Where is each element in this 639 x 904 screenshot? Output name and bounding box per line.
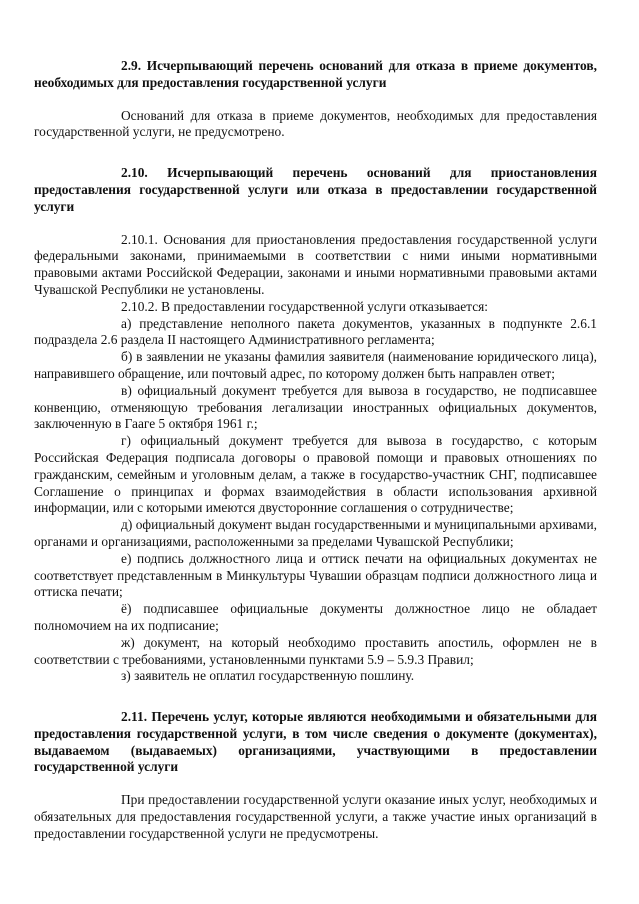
section-heading-2-10: 2.10. Исчерпывающий перечень оснований для приостановления предоставления государственной услуги или отказа в предоставлении государственной услуги bbox=[34, 165, 597, 214]
list-item: з) заявитель не оплатил государственную пошлину. bbox=[121, 668, 415, 684]
paragraph: При предоставлении государственной услуги оказание иных услуг, необходимых и обязательных для предоставления государственной услуги, а также участие иных организаций в предоставлении государственной услуги не предусмотрены. bbox=[34, 792, 597, 841]
paragraph: Оснований для отказа в приеме документов, необходимых для предоставления государственной услуги, не предусмотрено. bbox=[34, 107, 597, 140]
list-item: е) подпись должностного лица и оттиск печати на официальных документах не соответствует представленным в Минкультуры Чувашии образцам подписи должностного лица и оттиска печати; bbox=[34, 550, 597, 600]
list-item: д) официальный документ выдан государственными и муниципальными архивами, органами и организациями, расположенными за пределами Чувашской Республики; bbox=[34, 517, 597, 549]
list-item: ж) документ, на который необходимо проставить апостиль, оформлен не в соответствии с требованиями, установленными пунктами 5.9 – 5.9.3 Правил; bbox=[34, 634, 597, 667]
paragraph: 2.10.2. В предоставлении государственной услуги отказывается: bbox=[121, 298, 489, 314]
list-item: б) в заявлении не указаны фамилия заявителя (наименование юридического лица), направившего обращение, или почтовый адрес, по которому должен быть направлен ответ; bbox=[34, 349, 597, 381]
section-heading-2-9: 2.9. Исчерпывающий перечень оснований для отказа в приеме документов, необходимых для предоставления государственной услуги bbox=[34, 58, 597, 90]
section-heading-2-11: 2.11. Перечень услуг, которые являются необходимыми и обязательными для предоставления государственной услуги, в том числе сведения о документе (документах), выдаваемом (выдаваемых) организациями, участвующими в предоставлении государственной услуги bbox=[34, 709, 597, 775]
list-item: ё) подписавшее официальные документы должностное лицо не обладает полномочием на их подписание; bbox=[34, 601, 597, 633]
list-item: в) официальный документ требуется для вывоза в государство, не подписавшее конвенцию, отменяющую требования легализации иностранных официальных документов, заключенную в Гааге 5 октября 1961 г.; bbox=[34, 382, 597, 432]
list-item: г) официальный документ требуется для вывоза в государство, с которым Российская Федерация подписала договоры о правовой помощи и правовых отношениях по гражданским, семейным и уголовным делам, а также в государство-участник СНГ, подписавшее Соглашение о принципах и формах взаимодействия в области использования архивной информации, или с которыми имеются двусторонние соглашения о сотрудничестве; bbox=[34, 433, 597, 516]
paragraph: 2.10.1. Основания для приостановления предоставления государственной услуги федеральными законами, принимаемыми в соответствии с ними иными нормативными правовыми актами Российской Федерации, законами и иными нормативными правовыми актами Чувашской Республики не установлены. bbox=[34, 231, 597, 297]
list-item: а) представление неполного пакета документов, указанных в подпункте 2.6.1 подраздела 2.6 раздела II настоящего Административного регламента; bbox=[34, 315, 597, 348]
